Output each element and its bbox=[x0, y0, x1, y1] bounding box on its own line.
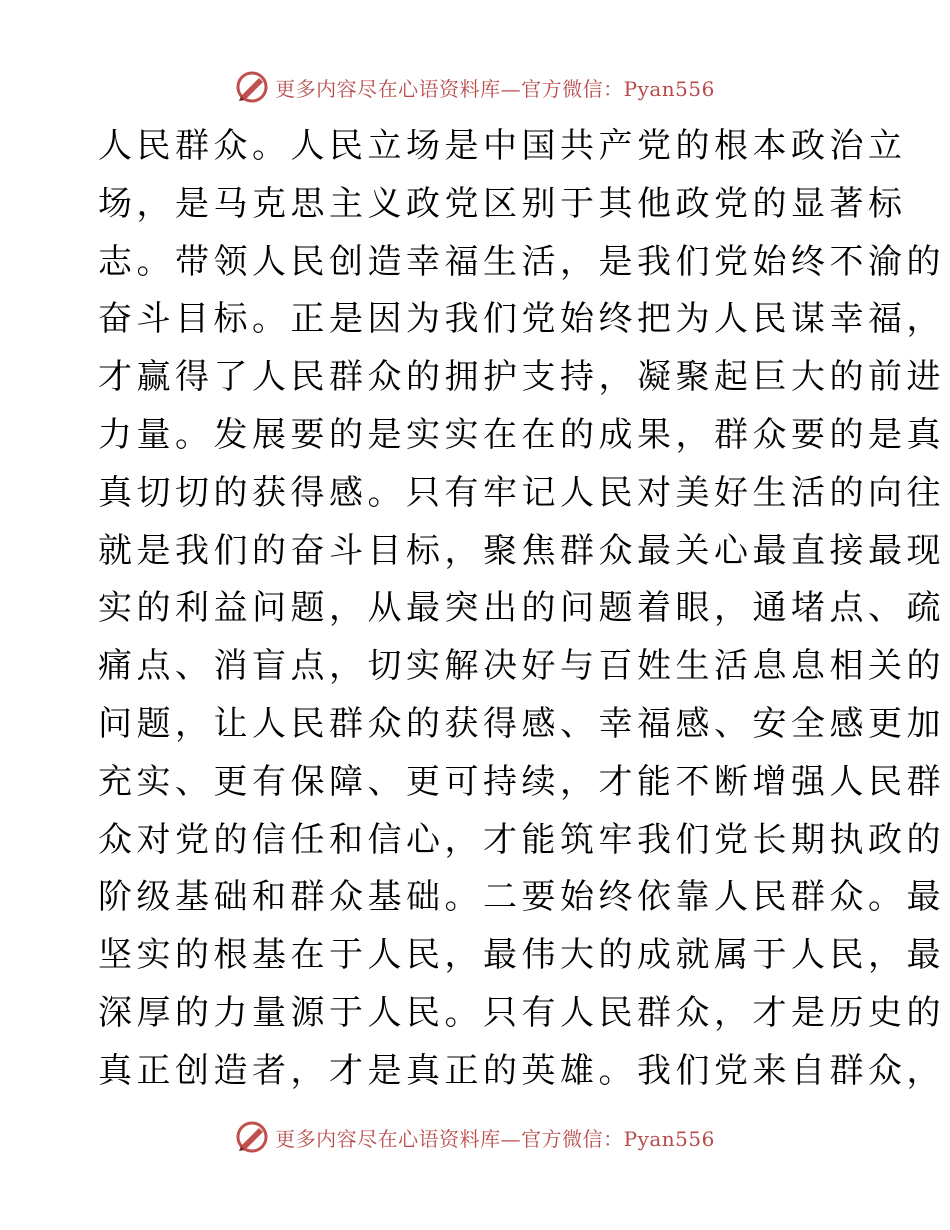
pen-logo-icon bbox=[235, 1120, 269, 1154]
text-line: 志。带领人民创造幸福生活，是我们党始终不渝的 bbox=[98, 241, 945, 282]
text-line: 力量。发展要的是实实在在的成果，群众要的是真 bbox=[98, 414, 945, 455]
text-line: 实的利益问题，从最突出的问题着眼，通堵点、疏 bbox=[98, 588, 945, 629]
text-line: 人民群众。人民立场是中国共产党的根本政治立 bbox=[98, 126, 907, 166]
watermark-text: 更多内容尽在心语资料库—官方微信：Pyan556 bbox=[275, 1126, 715, 1151]
watermark-text: 更多内容尽在心语资料库—官方微信：Pyan556 bbox=[275, 76, 715, 101]
text-line: 充实、更有保障、更可持续，才能不断增强人民群 bbox=[98, 761, 945, 802]
header-watermark bbox=[0, 70, 950, 104]
text-line: 奋斗目标。正是因为我们党始终把为人民谋幸福， bbox=[98, 299, 945, 340]
text-line: 问题，让人民群众的获得感、幸福感、安全感更加 bbox=[98, 703, 945, 744]
footer-watermark bbox=[0, 1120, 950, 1154]
text-line: 真正创造者，才是真正的英雄。我们党来自群众， bbox=[98, 1050, 945, 1091]
text-line: 才赢得了人民群众的拥护支持，凝聚起巨大的前进 bbox=[98, 357, 945, 398]
pen-logo-icon bbox=[235, 70, 269, 104]
text-line: 阶级基础和群众基础。二要始终依靠人民群众。最 bbox=[98, 877, 945, 918]
text-line: 就是我们的奋斗目标，聚焦群众最关心最直接最现 bbox=[98, 530, 945, 571]
text-line: 深厚的力量源于人民。只有人民群众，才是历史的 bbox=[98, 992, 945, 1033]
text-line: 坚实的根基在于人民，最伟大的成就属于人民，最 bbox=[98, 935, 945, 976]
text-line: 痛点、消盲点，切实解决好与百姓生活息息相关的 bbox=[98, 646, 945, 687]
text-line: 众对党的信任和信心，才能筑牢我们党长期执政的 bbox=[98, 819, 945, 860]
text-line: 场，是马克思主义政党区别于其他政党的显著标 bbox=[98, 183, 907, 224]
text-line: 真切切的获得感。只有牢记人民对美好生活的向往 bbox=[98, 472, 945, 513]
document-body bbox=[98, 118, 945, 1101]
